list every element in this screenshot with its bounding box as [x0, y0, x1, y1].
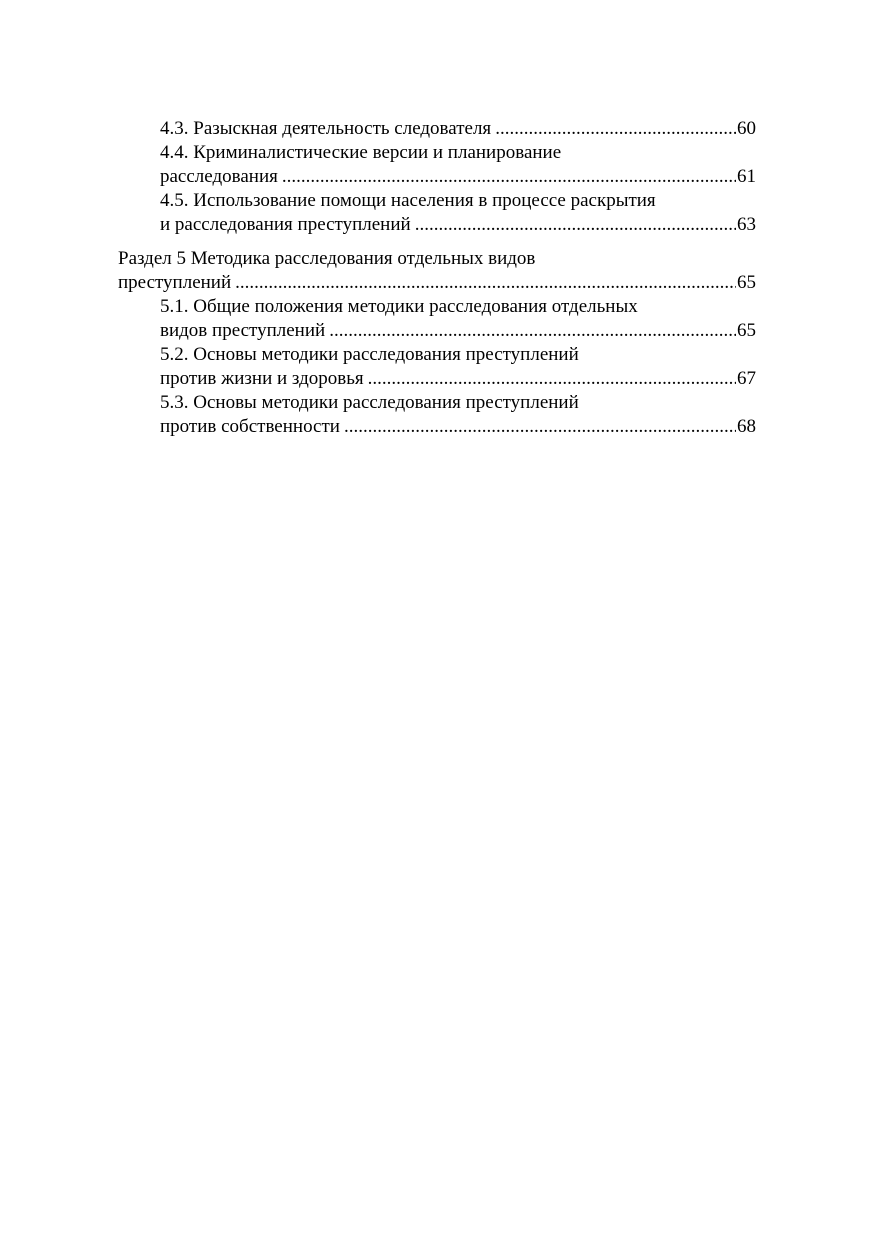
- toc-entry-5-3[interactable]: [118, 391, 756, 439]
- dot-leader: [415, 213, 736, 237]
- toc-line: [118, 271, 756, 295]
- toc-line: [160, 117, 756, 141]
- toc-entry-title-cont: против жизни и здоровья: [160, 368, 364, 389]
- toc-entry-4-4[interactable]: [118, 141, 756, 189]
- toc-line: [160, 391, 756, 415]
- toc-entry-title: 4.5. Использование помощи населения в процессе раскрытия: [160, 190, 656, 211]
- toc-entry-section-5[interactable]: [118, 247, 756, 295]
- toc-entry-5-1[interactable]: [118, 295, 756, 343]
- dot-leader: [235, 271, 736, 295]
- toc-entry-title-cont: преступлений: [118, 272, 232, 293]
- dot-leader: [344, 415, 736, 439]
- toc-page-number: 68: [737, 416, 756, 437]
- toc-entry-title: 5.3. Основы методики расследования преступлений: [160, 392, 579, 413]
- toc-entry-title: 4.3. Разыскная деятельность следователя: [160, 118, 492, 139]
- toc-page-number: 63: [737, 214, 756, 235]
- toc-page-number: 61: [737, 166, 756, 187]
- toc-entry-title: 5.1. Общие положения методики расследования отдельных: [160, 296, 638, 317]
- toc-line: [160, 367, 756, 391]
- toc-entry-title: 5.2. Основы методики расследования преступлений: [160, 344, 579, 365]
- dot-leader: [282, 165, 736, 189]
- toc-page-number: 65: [737, 272, 756, 293]
- toc-page-number: 65: [737, 320, 756, 341]
- toc-entry-title-cont: видов преступлений: [160, 320, 326, 341]
- toc-line: [118, 247, 756, 271]
- toc-line: [160, 295, 756, 319]
- toc-entry-title-cont: против собственности: [160, 416, 340, 437]
- toc-line: [160, 415, 756, 439]
- toc-entry-5-2[interactable]: [118, 343, 756, 391]
- toc-entry-title: Раздел 5 Методика расследования отдельных видов: [118, 248, 536, 269]
- toc-line: [160, 343, 756, 367]
- dot-leader: [329, 319, 736, 343]
- dot-leader: [495, 117, 736, 141]
- toc-entry-4-5[interactable]: [118, 189, 756, 237]
- toc-entry-title: 4.4. Криминалистические версии и планирование: [160, 142, 562, 163]
- toc-line: [160, 141, 756, 165]
- toc-entry-title-cont: и расследования преступлений: [160, 214, 411, 235]
- toc-page-number: 67: [737, 368, 756, 389]
- toc-line: [160, 213, 756, 237]
- toc-page-number: 60: [737, 118, 756, 139]
- table-of-contents: [118, 117, 756, 439]
- toc-entry-title-cont: расследования: [160, 166, 278, 187]
- toc-line: [160, 319, 756, 343]
- toc-entry-4-3[interactable]: [118, 117, 756, 141]
- toc-line: [160, 189, 756, 213]
- dot-leader: [368, 367, 736, 391]
- toc-line: [160, 165, 756, 189]
